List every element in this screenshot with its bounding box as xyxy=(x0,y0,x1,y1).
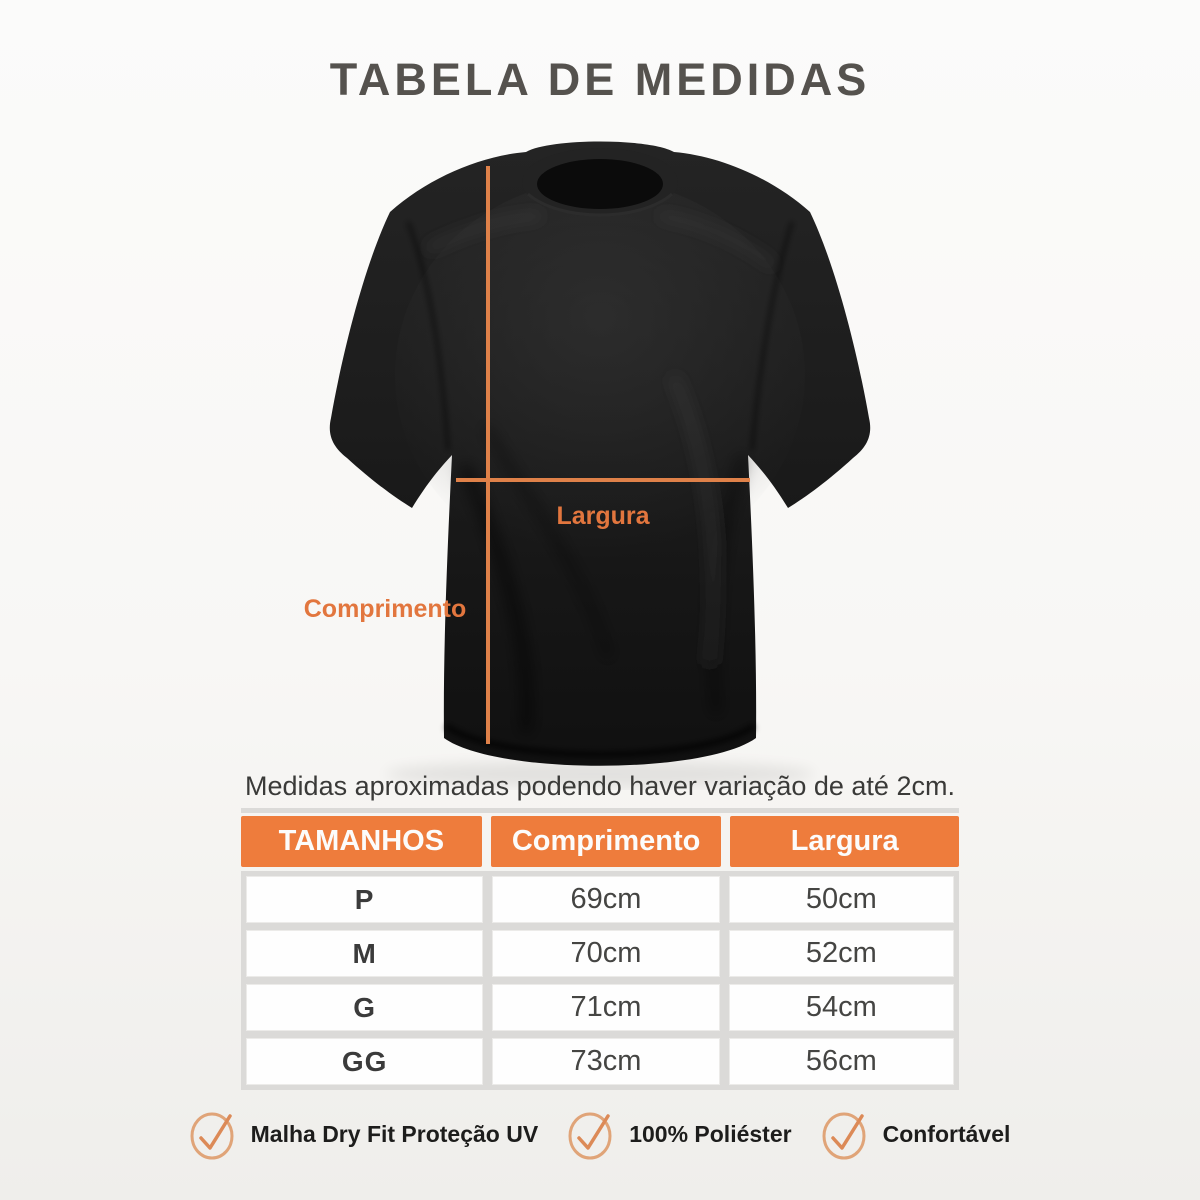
width-measure-label: Largura xyxy=(556,502,650,530)
table-cell-width: 50cm xyxy=(729,876,954,923)
table-cell-size: GG xyxy=(246,1038,483,1085)
size-table-body xyxy=(241,871,959,1090)
table-header-largura: Largura xyxy=(730,816,959,867)
size-table-header-row xyxy=(241,808,959,871)
feature-item xyxy=(190,1105,539,1163)
tshirt-diagram xyxy=(280,130,920,790)
size-table xyxy=(241,808,959,1090)
table-cell-size: G xyxy=(246,984,483,1031)
tshirt-image xyxy=(280,130,920,790)
feature-label: Confortável xyxy=(882,1120,1011,1147)
check-circle-icon xyxy=(822,1105,870,1163)
length-measure-label: Comprimento xyxy=(303,595,467,623)
check-circle-icon xyxy=(568,1105,616,1163)
table-cell-size: M xyxy=(246,930,483,977)
table-cell-length: 70cm xyxy=(492,930,719,977)
check-circle-icon xyxy=(190,1105,238,1163)
feature-item xyxy=(568,1105,791,1163)
page-title: TABELA DE MEDIDAS xyxy=(329,54,871,105)
feature-label: 100% Poliéster xyxy=(629,1120,792,1147)
table-header-comprimento: Comprimento xyxy=(491,816,722,867)
feature-item xyxy=(822,1105,1011,1163)
table-cell-width: 56cm xyxy=(729,1038,954,1085)
table-header-tamanhos: TAMANHOS xyxy=(241,816,482,867)
measurement-note: Medidas aproximadas podendo haver variação de até 2cm. xyxy=(245,771,955,801)
table-cell-length: 69cm xyxy=(492,876,719,923)
table-cell-length: 73cm xyxy=(492,1038,719,1085)
table-cell-width: 54cm xyxy=(729,984,954,1031)
features-row xyxy=(0,1104,1200,1164)
feature-label: Malha Dry Fit Proteção UV xyxy=(250,1120,539,1147)
table-cell-length: 71cm xyxy=(492,984,719,1031)
table-cell-width: 52cm xyxy=(729,930,954,977)
table-cell-size: P xyxy=(246,876,483,923)
